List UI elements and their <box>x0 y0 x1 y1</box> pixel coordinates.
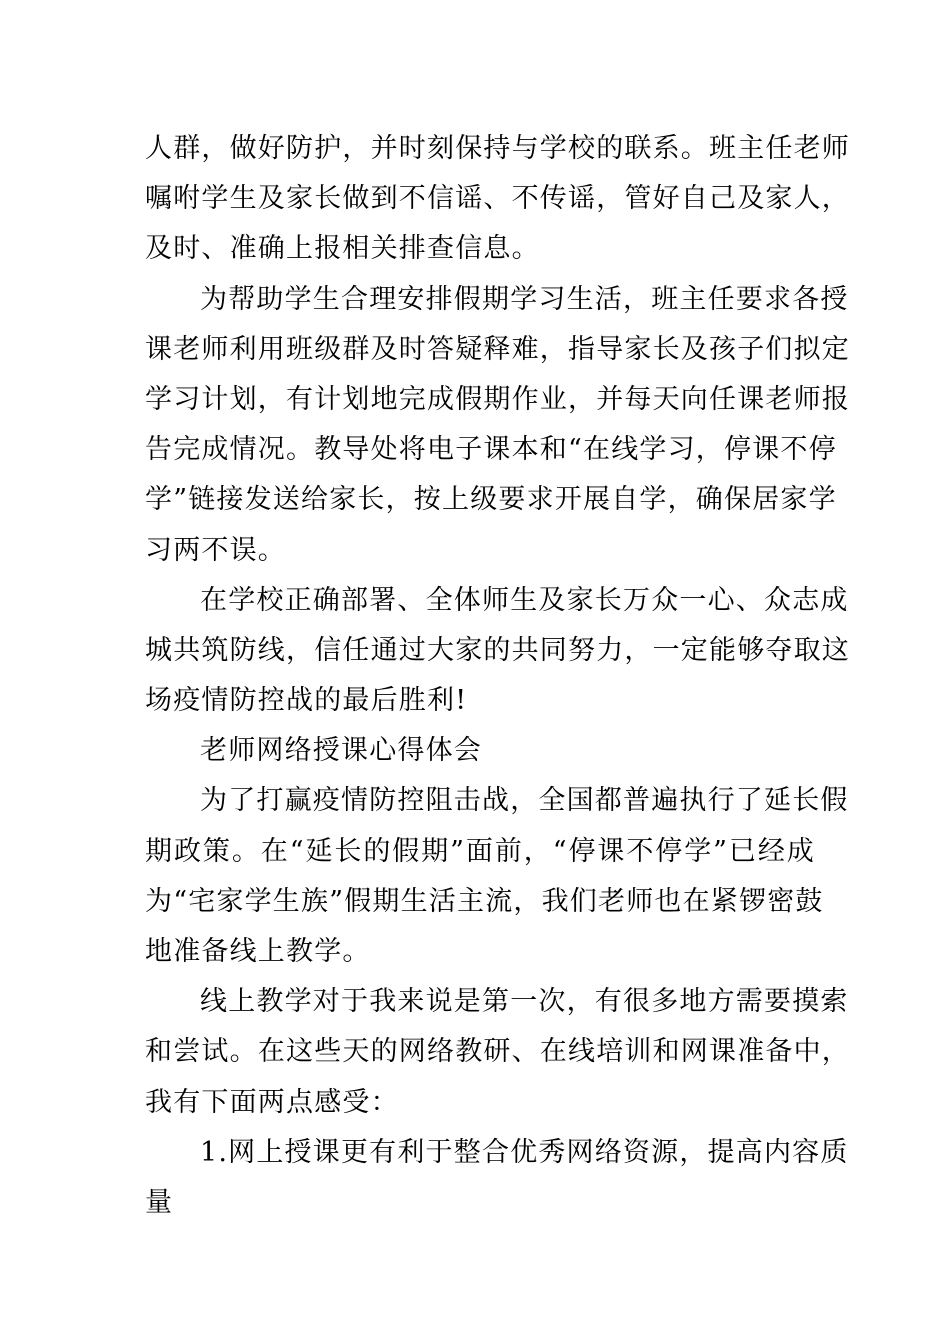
paragraph-line: 为了打赢疫情防控阻击战，全国都普遍执行了延长假 <box>200 785 849 817</box>
paragraph-line: 我有下面两点感受： <box>145 1086 399 1118</box>
list-item-line: 1.网上授课更有利于整合优秀网络资源，提高内容质 <box>200 1136 849 1168</box>
paragraph-line: 课老师利用班级群及时答疑释难，指导家长及孩子们拟定 <box>145 333 850 365</box>
section-heading: 老师网络授课心得体会 <box>200 735 482 767</box>
paragraph-line: 及时、准确上报相关排查信息。 <box>145 233 540 265</box>
list-item-line: 量 <box>145 1186 174 1218</box>
paragraph-line: 线上教学对于我来说是第一次，有很多地方需要摸索 <box>200 986 849 1018</box>
document-body <box>145 124 850 1228</box>
paragraph-line: 学”链接发送给家长，按上级要求开展自学，确保居家学 <box>145 484 837 516</box>
paragraph-line: 为帮助学生合理安排假期学习生活，班主任要求各授 <box>200 283 849 315</box>
paragraph-line: 学习计划，有计划地完成假期作业，并每天向任课老师报 <box>145 383 850 415</box>
paragraph-line: 场疫情防控战的最后胜利! <box>145 685 468 717</box>
paragraph-line: 人群，做好防护，并时刻保持与学校的联系。班主任老师 <box>145 133 850 164</box>
paragraph-line: 城共筑防线，信任通过大家的共同努力，一定能够夺取这 <box>145 634 850 666</box>
paragraph-line: 嘱咐学生及家长做到不信谣、不传谣，管好自己及家人， <box>145 183 850 215</box>
paragraph-line: 告完成情况。教导处将电子课本和“在线学习，停课不停 <box>145 434 837 466</box>
paragraph-line: 为“宅家学生族”假期生活主流，我们老师也在紧锣密鼓 <box>145 885 824 917</box>
paragraph-line: 在学校正确部署、全体师生及家长万众一心、众志成 <box>200 584 849 616</box>
paragraph-line: 地准备线上教学。 <box>145 936 371 967</box>
paragraph-line: 习两不误。 <box>145 534 286 566</box>
paragraph-line: 期政策。在“延长的假期”面前，“停课不停学”已经成 <box>145 835 815 867</box>
paragraph-line: 和尝试。在这些天的网络教研、在线培训和网课准备中， <box>145 1036 850 1068</box>
